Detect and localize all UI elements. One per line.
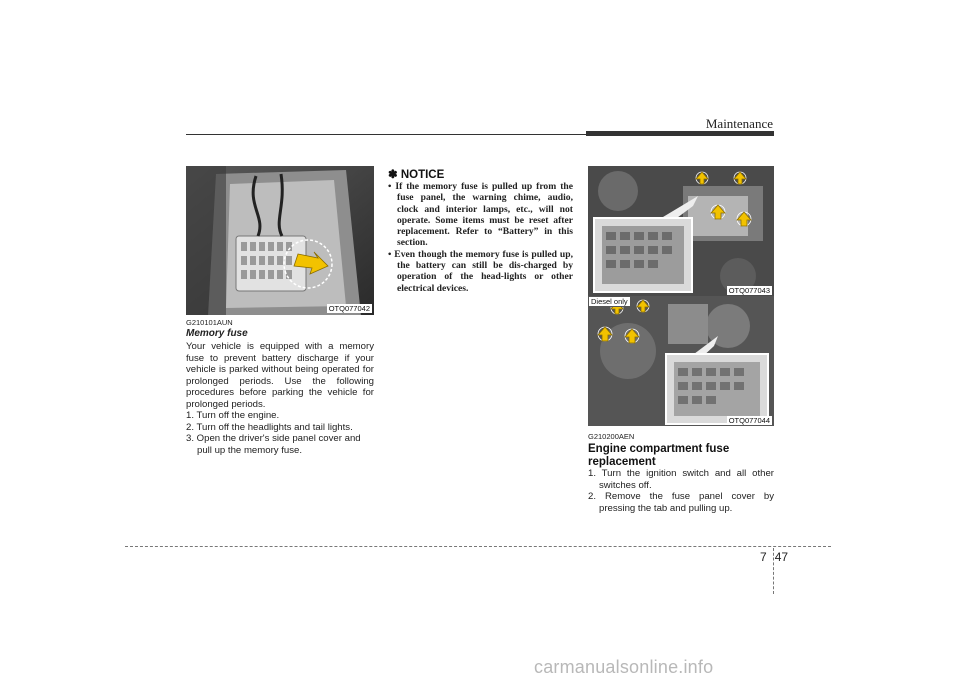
page-number [760,550,788,564]
section-code: G210200AEN [588,432,635,441]
body-paragraph: Your vehicle is equipped with a memory fuse to prevent battery discharge if your vehicle is parked without being operated for prolonged periods. Use the following procedures before parking the vehicle for prolonged periods. [186,341,374,410]
section-code: G210101AUN [186,318,233,327]
list-item: • Even though the memory fuse is pulled up, the battery can still be dis-charged by operation of the head-lights or other electrical devices. [388,248,573,294]
diesel-compartment-photo [588,296,774,426]
list-item: 1. Turn off the engine. [186,410,280,421]
list-item: 2. Turn off the headlights and tail lights. [186,421,353,433]
list-item: 1. Turn the ignition switch and all other switches off. [588,468,774,491]
image-caption: OTQ077044 [728,416,770,425]
list-item: 2. Remove the fuse panel cover by pressing the tab and pulling up. [588,491,774,514]
header-rule-bold [586,131,774,136]
image-caption: OTQ077043 [728,286,770,295]
step-list [588,468,774,514]
step-list [186,410,376,456]
list-item: 3. Open the driver's side panel cover and pull up the memory fuse. [186,433,361,456]
image-label: Diesel only [588,296,631,307]
image-caption: OTQ077042 [328,304,370,313]
chapter-number: 7 [760,550,767,564]
section-title: Maintenance [705,116,773,131]
memory-fuse-photo [186,166,374,315]
footer-rule [125,546,831,547]
notice-list [388,181,573,294]
section-heading: Engine compartment fuse replacement [588,443,730,468]
list-item: • If the memory fuse is pulled up from the fuse panel, the warning chime, audio, clock and interior lamps, etc., will not operate. Some items must be reset after replacement. Refer to “Battery” in this section. [388,181,573,249]
engine-compartment-photo [588,166,774,296]
header-rule [186,134,586,135]
watermark-text: carmanualsonline.info [534,657,714,677]
notice-title: ✽ NOTICE [388,169,445,181]
subheading: Memory fuse [186,328,248,339]
page-number-value: 47 [774,550,789,564]
